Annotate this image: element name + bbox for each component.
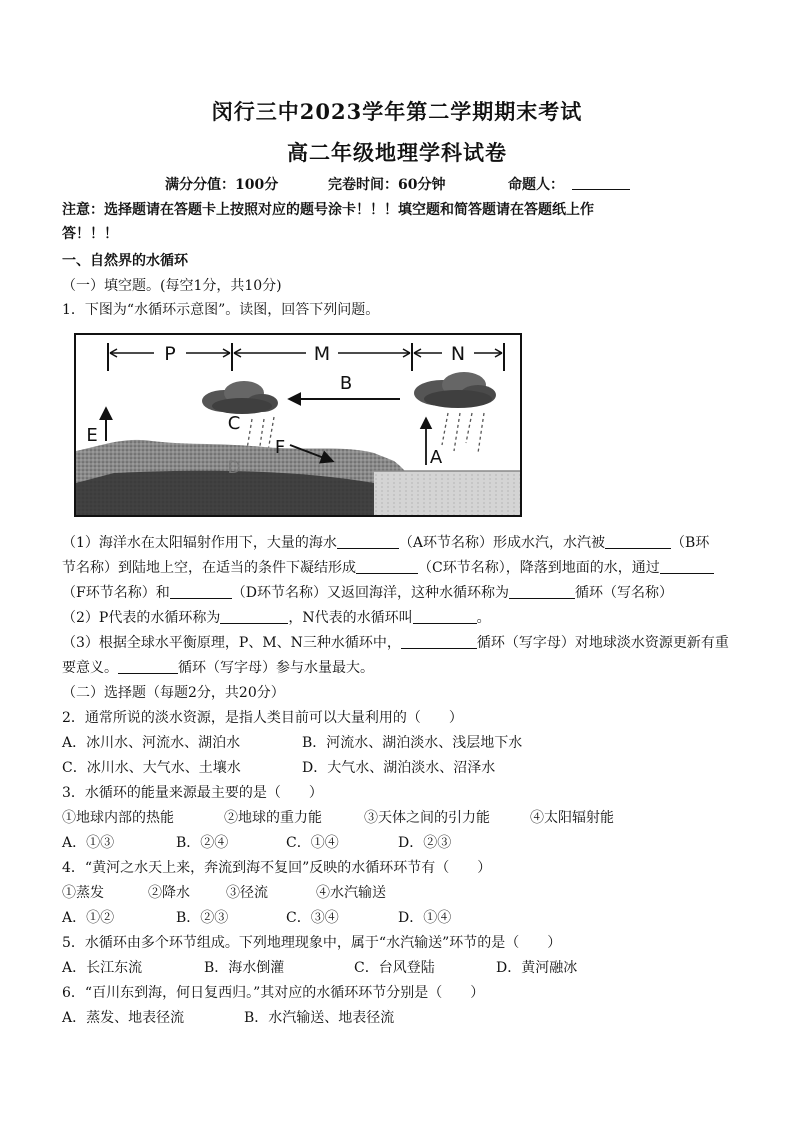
q2-option-a[interactable]: A．冰川水、河流水、湖泊水 (62, 735, 241, 751)
q1-sub3-line2 (62, 657, 374, 677)
blank-n-cycle[interactable] (413, 609, 477, 624)
q2-option-d[interactable]: D．大气水、湖泊淡水、沼泽水 (302, 760, 496, 776)
q1-s2-text-b: ，N代表的水循环叫 (288, 610, 413, 626)
label-f: F (274, 437, 286, 458)
q3-option-a[interactable]: A．①③ (62, 835, 115, 851)
q3-option-c[interactable]: C．①④ (286, 835, 339, 851)
q3-item-4: ④太阳辐射能 (530, 810, 614, 826)
q1-s1-text-b: （A环节名称）形成水汽，水汽被 (398, 535, 606, 551)
blank-cycle-name[interactable] (509, 584, 575, 599)
q3-option-b[interactable]: B．②④ (176, 835, 229, 851)
q4-option-a[interactable]: A．①② (62, 910, 115, 926)
q2-option-c[interactable]: C．冰川水、大气水、土壤水 (62, 760, 241, 776)
question-4-stem: 4．“黄河之水天上来，奔流到海不复回”反映的水循环环节有（ ） (62, 860, 492, 876)
sea (374, 471, 520, 515)
full-score: 满分分值：100分 (165, 177, 279, 193)
section-title: 一、自然界的水循环 (62, 253, 188, 269)
part-choice-title: （二）选择题（每题2分，共20分） (62, 685, 285, 701)
water-cycle-diagram (74, 333, 522, 517)
q1-sub1-line1 (62, 532, 709, 552)
q4-option-d[interactable]: D．①④ (398, 910, 452, 926)
part-fill-title: （一）填空题。(每空1分，共10分) (62, 278, 282, 294)
q3-item-3: ③天体之间的引力能 (364, 810, 490, 826)
label-p: P (164, 343, 176, 365)
q5-option-c[interactable]: C．台风登陆 (354, 960, 435, 976)
q1-s1-text-d: 节名称）到陆地上空，在适当的条件下凝结形成 (62, 560, 356, 576)
q1-s3-text-a: （3）根据全球水平衡原理，P、M、N三种水循环中， (62, 635, 401, 651)
q4-option-b[interactable]: B．②③ (176, 910, 229, 926)
question-5-stem: 5．水循环由多个环节组成。下列地理现象中，属于“水汽输送”环节的是（ ） (62, 935, 562, 951)
q1-sub2 (62, 607, 491, 627)
question-6-stem: 6．“百川东到海，何日复西归。”其对应的水循环环节分别是（ ） (62, 985, 485, 1001)
blank-b-transport[interactable] (605, 534, 671, 549)
blank-f-runoff[interactable] (660, 559, 714, 574)
blank-p-cycle[interactable] (220, 609, 288, 624)
q4-item-1: ①蒸发 (62, 885, 104, 901)
author-blank (572, 189, 630, 190)
q3-option-d[interactable]: D．②③ (398, 835, 452, 851)
exam-time: 完卷时间：60分钟 (328, 177, 446, 193)
label-b: B (339, 373, 353, 394)
label-a: A (429, 447, 443, 468)
q4-option-c[interactable]: C．③④ (286, 910, 339, 926)
q1-s3-text-c: 要意义。 (62, 660, 118, 676)
blank-a-evaporation[interactable] (337, 534, 399, 549)
label-d: D (227, 458, 241, 478)
q1-s3-text-b: 循环（写字母）对地球淡水资源更新有重 (476, 635, 729, 651)
label-n: N (450, 343, 466, 365)
author-label: 命题人： (508, 177, 564, 193)
label-c: C (227, 413, 241, 434)
blank-d-underground[interactable] (170, 584, 232, 599)
q1-s1-text-g: （D环节名称）又返回海洋，这种水循环称为 (231, 585, 509, 601)
q1-s1-text-h: 循环（写名称） (574, 585, 673, 601)
q4-item-4: ④水汽输送 (316, 885, 386, 901)
blank-freshwater-cycle[interactable] (401, 634, 477, 649)
q6-option-a[interactable]: A．蒸发、地表径流 (62, 1010, 185, 1026)
q1-s2-text-c: 。 (476, 610, 491, 626)
exam-subtitle: 高二年级地理学科试卷 (287, 140, 507, 165)
q1-sub3-line1 (62, 632, 729, 652)
q4-item-3: ③径流 (226, 885, 268, 901)
notice-line-2: 答！！！ (62, 226, 118, 242)
q1-sub1-line2 (62, 557, 714, 577)
question-2-stem: 2．通常所说的淡水资源，是指人类目前可以大量利用的（ ） (62, 710, 463, 726)
q1-s1-text-e: （C环节名称），降落到地面的水，通过 (418, 560, 660, 576)
q1-s2-text-a: （2）P代表的水循环称为 (62, 610, 221, 626)
question-1-stem: 1．下图为“水循环示意图”。读图，回答下列问题。 (62, 302, 380, 318)
q1-s3-text-d: 循环（写字母）参与水量最大。 (178, 660, 374, 676)
q1-s1-text-c: （B环 (671, 535, 710, 551)
q4-item-2: ②降水 (148, 885, 190, 901)
q1-sub1-line3 (62, 582, 673, 602)
label-m: M (313, 343, 331, 365)
q5-option-b[interactable]: B．海水倒灌 (204, 960, 285, 976)
q3-item-1: ①地球内部的热能 (62, 810, 174, 826)
q3-item-2: ②地球的重力能 (224, 810, 322, 826)
question-3-stem: 3．水循环的能量来源最主要的是（ ） (62, 785, 323, 801)
label-e: E (86, 425, 98, 446)
notice-line-1: 注意：选择题请在答题卡上按照对应的题号涂卡！！！填空题和简答题请在答题纸上作 (62, 202, 594, 218)
blank-largest-cycle[interactable] (118, 659, 178, 674)
q1-s1-text-f: （F环节名称）和 (62, 585, 170, 601)
q1-s1-text-a: （1）海洋水在太阳辐射作用下，大量的海水 (62, 535, 337, 551)
q6-option-b[interactable]: B．水汽输送、地表径流 (244, 1010, 395, 1026)
q5-option-d[interactable]: D．黄河融冰 (496, 960, 578, 976)
exam-title: 闵行三中2023学年第二学期期末考试 (211, 99, 583, 124)
blank-c-precipitation[interactable] (356, 559, 418, 574)
q2-option-b[interactable]: B．河流水、湖泊淡水、浅层地下水 (302, 735, 523, 751)
q5-option-a[interactable]: A．长江东流 (62, 960, 143, 976)
